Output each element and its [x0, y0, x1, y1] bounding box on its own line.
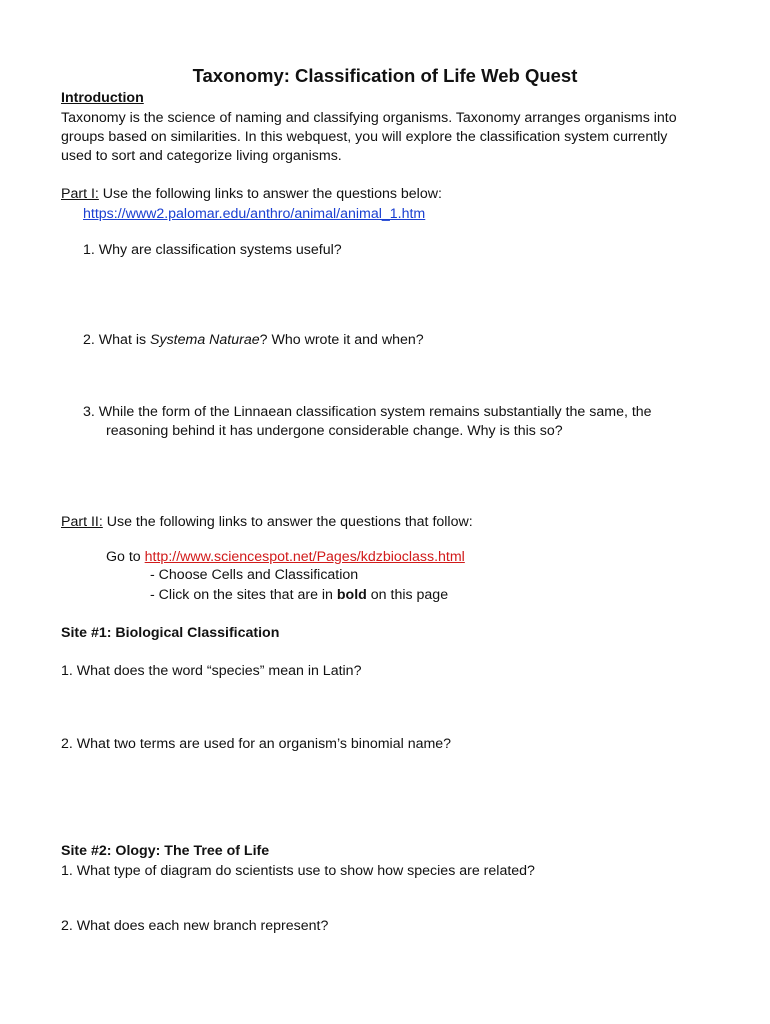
site1-heading: Site #1: Biological Classification — [61, 625, 280, 641]
site1-question-1: 1. What does the word “species” mean in Latin? — [61, 663, 362, 679]
part1-instruction: Use the following links to answer the questions below: — [98, 186, 442, 202]
part1-question-1: 1. Why are classification systems useful? — [83, 242, 342, 258]
part1-question-3-line-1: 3. While the form of the Linnaean classification system remains substantially the same, the — [83, 404, 652, 420]
site1-question-2: 2. What two terms are used for an organism’s binomial name? — [61, 736, 452, 752]
part1-question-2 — [83, 330, 424, 350]
goto-prefix: Go to — [106, 549, 145, 565]
palomar-link[interactable]: https://www2.palomar.edu/anthro/animal/animal_1.htm — [83, 206, 426, 222]
part1-question-3-line-2: reasoning behind it has undergone considerable change. Why is this so? — [106, 423, 563, 439]
part2-label: Part II: — [61, 514, 103, 530]
bullet-click-sites — [150, 585, 448, 605]
bullet2-prefix: - Click on the sites that are in — [150, 587, 337, 603]
sciencespot-link[interactable]: http://www.sciencespot.net/Pages/kdzbioclass.html — [144, 549, 465, 565]
part2-instruction-line — [61, 512, 473, 532]
intro-line-3: used to sort and categorize living organisms. — [61, 148, 342, 164]
site2-question-2: 2. What does each new branch represent? — [61, 918, 329, 934]
part1-instruction-line — [61, 184, 442, 204]
goto-line — [106, 547, 465, 567]
bullet2-suffix: on this page — [366, 587, 449, 603]
site2-question-1: 1. What type of diagram do scientists use to show how species are related? — [61, 863, 535, 879]
part2-instruction: Use the following links to answer the questions that follow: — [102, 514, 473, 530]
bullet-choose-cells: - Choose Cells and Classification — [150, 567, 359, 583]
q2-prefix: 2. What is — [83, 332, 151, 348]
q2-suffix: ? Who wrote it and when? — [259, 332, 424, 348]
intro-line-2: groups based on similarities. In this webquest, you will explore the classification system currently — [61, 129, 668, 145]
intro-line-1: Taxonomy is the science of naming and classifying organisms. Taxonomy arranges organisms into — [61, 110, 677, 126]
q2-systema-naturae: Systema Naturae — [150, 332, 260, 348]
site2-heading: Site #2: Ology: The Tree of Life — [61, 843, 270, 859]
intro-heading: Introduction — [61, 90, 144, 106]
bullet2-bold: bold — [336, 587, 367, 603]
part1-label: Part I: — [61, 186, 99, 202]
page-title: Taxonomy: Classification of Life Web Quest — [192, 65, 578, 86]
